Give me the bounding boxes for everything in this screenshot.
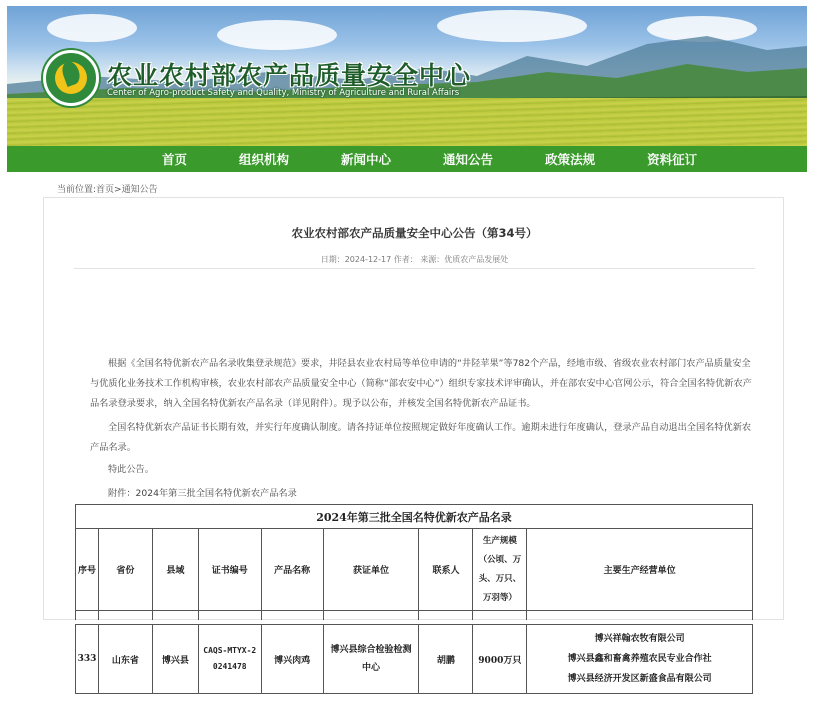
col-header-contact: 联系人	[419, 529, 473, 611]
col-header-cert: 证书编号	[198, 529, 261, 611]
producer-2: 博兴县鑫和畜禽养殖农民专业合作社	[567, 654, 712, 664]
table-caption: 2024年第三批全国名特优新农产品名录	[76, 505, 753, 529]
site-subtitle: Center of Agro-product Safety and Quality, Ministry of Agriculture and Rural Affairs	[107, 88, 460, 98]
article-title: 农业农村部农产品质量安全中心公告（第34号）	[291, 226, 538, 240]
cell-scale: 9000万只	[473, 625, 527, 694]
paragraph-validity: 全国名特优新农产品证书长期有效，并实行年度确认制度。请各持证单位按照规定做好年度确认工作。逾期未进行年度确认，登录产品自动退出全国名特优新农产品名录。	[90, 422, 752, 453]
nav-notices[interactable]: 通知公告	[443, 152, 494, 167]
col-header-scale: 生产规模（公顷、万头、万只、万羽等）	[473, 529, 527, 611]
product-table-header	[75, 504, 753, 621]
product-table-row	[75, 624, 753, 694]
nav-home[interactable]: 首页	[162, 152, 188, 167]
site-title: 农业农村部农产品质量安全中心	[107, 61, 472, 90]
cell-cert: CAQS-MTYX-20241478	[198, 625, 261, 694]
col-header-no: 序号	[76, 529, 99, 611]
nav-news-center[interactable]: 新闻中心	[341, 152, 392, 167]
article-meta: 日期：2024-12-17 作者： 来源：优质农产品发展处	[320, 255, 509, 264]
col-header-product: 产品名称	[261, 529, 323, 611]
main-nav	[7, 146, 807, 172]
col-header-producers: 主要生产经营单位	[527, 529, 753, 611]
site-logo[interactable]	[43, 50, 99, 106]
cell-unit: 博兴县综合检验检测中心	[323, 625, 419, 694]
nav-policies[interactable]: 政策法规	[545, 152, 596, 167]
nav-organization[interactable]: 组织机构	[239, 152, 290, 167]
producer-1: 博兴祥翰农牧有限公司	[594, 634, 685, 644]
divider	[74, 268, 755, 269]
paragraph-main: 根据《全国名特优新农产品名录收集登录规范》要求，井陉县农业农村局等单位申请的“井陉苹果”等782个产品，经地市级、省级农业农村部门农产品质量安全与优质化业务技术工作机构审核，农业农村部农产品质量安全中心（简称“部农安中心”）组织专家技术评审确认，并在部农安中心官网公示，符合全国名特优新农产品名录登录要求，纳入全国名特优新农产品名录（详见附件）。现予以公布，并核发全国名特优新农产品证书。	[90, 358, 752, 409]
cell-province: 山东省	[98, 625, 152, 694]
col-header-province: 省份	[98, 529, 152, 611]
cell-producers	[527, 625, 753, 694]
site-banner	[7, 6, 807, 146]
nav-subscriptions[interactable]: 资料征订	[647, 152, 698, 167]
col-header-county: 县域	[152, 529, 198, 611]
attachment-link[interactable]: 附件：2024年第三批全国名特优新农产品名录	[108, 488, 297, 499]
cell-no: 333	[76, 625, 99, 694]
cell-product: 博兴肉鸡	[261, 625, 323, 694]
producer-3: 博兴县经济开发区新盛食品有限公司	[567, 674, 712, 684]
cell-county: 博兴县	[152, 625, 198, 694]
cell-contact: 胡鹏	[419, 625, 473, 694]
table-row	[76, 625, 753, 694]
breadcrumb: 当前位置:首页>通知公告	[57, 185, 158, 195]
col-header-unit: 获证单位	[323, 529, 419, 611]
paragraph-announcement: 特此公告。	[108, 464, 154, 475]
rice-field	[7, 98, 807, 146]
